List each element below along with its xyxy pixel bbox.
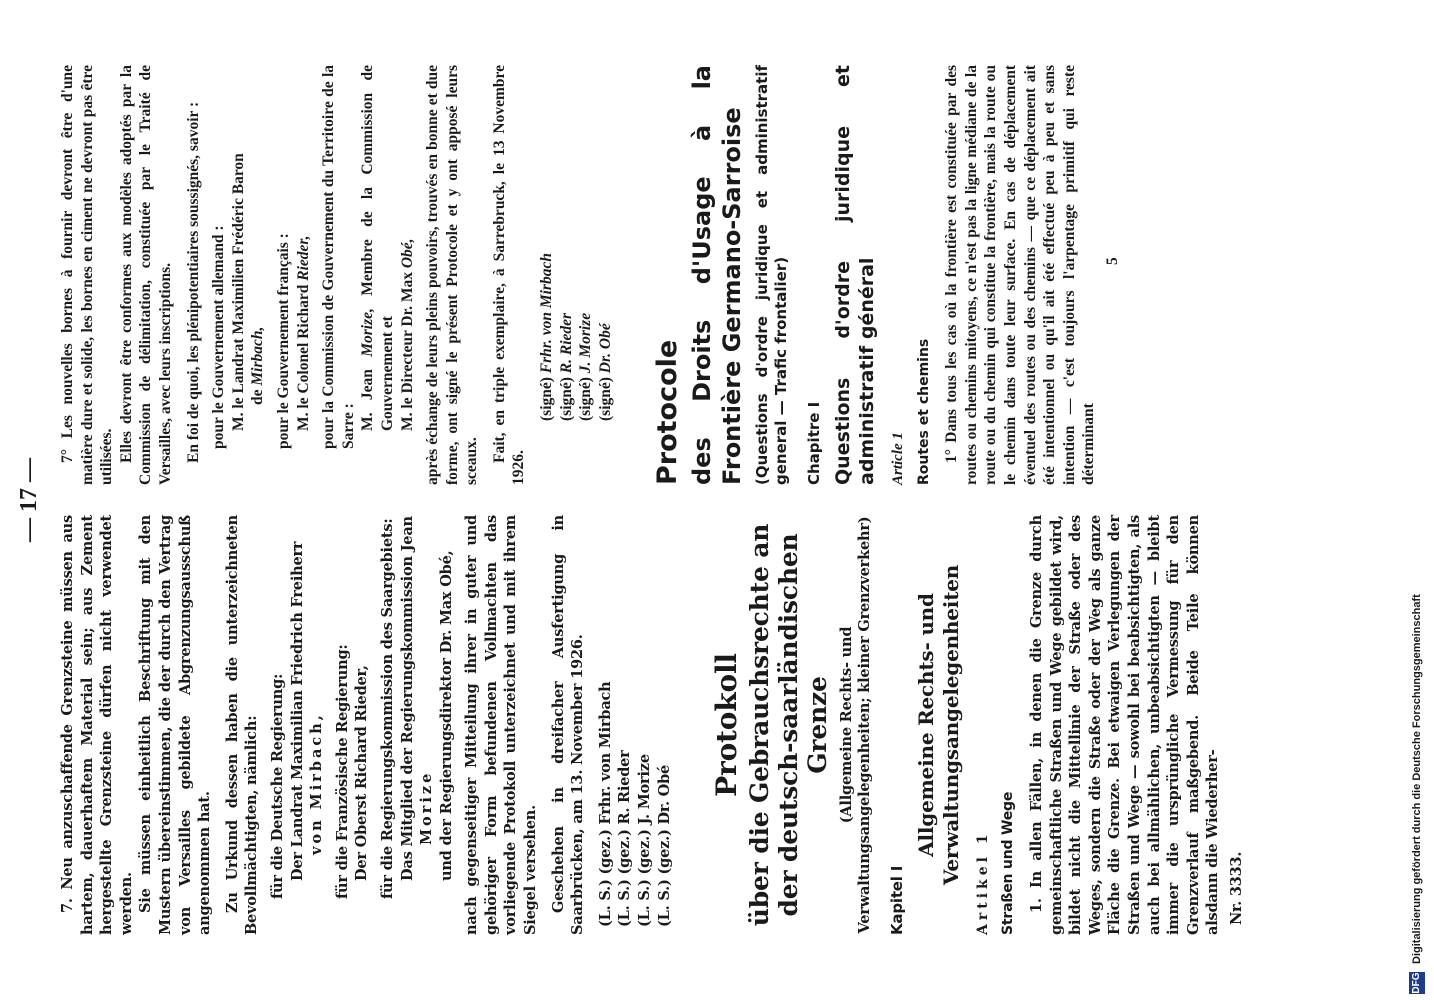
de-signature-block — [596, 515, 674, 935]
fr-for-commission: pour la Commission de Gouvernement du Territoire de la Sarre : — [320, 65, 357, 449]
fr-signature-line: (signé) Dr. Obé — [596, 323, 614, 421]
fr-en-foi: En foi de quoi, les plénipotentiaires soussignés, savoir : — [184, 101, 202, 463]
de-urkund: Zu Urkund dessen haben die unterzeichneten Bevollmächtigten, nämlich: — [223, 515, 261, 935]
de-commission-rep-1: Das Mitglied der Regierungskommission Jean — [398, 516, 416, 881]
fr-signature-line: (signé) Frhr. von Mirbach — [538, 253, 556, 421]
fr-apres-echange: après échange de leurs pleins pouvoirs, trouvés en bonne et due forme, ont signé le présent Protocole et y ont apposé leurs sceaux. — [424, 65, 481, 485]
fr-fait: Fait, en triple exemplaire, à Sarrebruck, le 13 Novembre 1926. — [490, 65, 528, 485]
fr-paragraph-7b: Elles devront être conformes aux modèles adoptés par la Commission de délimitation, constituée par le Traité de Versailles, avec leurs inscriptions. — [117, 65, 174, 485]
de-protocol-subtitle: über die Gebrauchsrechte an der deutsch-saarländischen Grenze — [745, 523, 833, 927]
fr-signature-mark: 5 — [1103, 257, 1121, 265]
page-number: — 17 — — [16, 458, 42, 542]
fr-protocol-subtitle: des Droits d'Usage à la Frontière Germano-Sarroise — [688, 65, 747, 485]
fr-signature-block — [537, 65, 615, 485]
fr-commission-rep-1: M. Jean Morize, Membre de la Commission de Gouvernement et — [359, 65, 396, 431]
fr-commission-rep-2: M. le Directeur Dr. Max Obé, — [398, 238, 416, 431]
de-nach-mitteilung: nach gegenseitiger Mitteilung ihrer in guter und gehöriger Form befundenen Vollmachten das vorliegende Protokoll unterzeichnet und mit ihrem Siegel versehen. — [463, 515, 540, 935]
fr-chapitre-title: Questions d'ordre juridique et administratif général — [832, 65, 879, 485]
footer-text: Digitalisierung gefördert durch die Deutsche Forschungsgemeinschaft — [1411, 594, 1423, 964]
de-kapitel-title: Allgemeine Rechts- und Verwaltungsangelegenheiten — [913, 564, 963, 886]
fr-german-rep-2: de Mirbach, — [249, 326, 267, 405]
de-signature-line: (L. S.) (gez.) Frhr. von Mirbach — [596, 681, 614, 927]
de-paragraph-7b: Sie müssen einheitlich Beschriftung mit den Mustern übereinstimmen, die der durch den Vertrag von Versailles gebildete Abgrenzungsausschuß angenommen hat. — [137, 515, 214, 935]
fr-for-german-gov: pour le Gouvernement allemand : — [210, 225, 228, 449]
de-for-french-gov: für die Französische Regierung: — [333, 644, 351, 899]
de-signature-line: (L. S.) (gez.) Dr. Obé — [655, 764, 673, 927]
fr-paragraph-7: 7° Les nouvelles bornes à fournir devront être d'une matière dure et solide, les bornes en ciment ne devront pas être utilisées. — [59, 65, 116, 485]
german-column — [58, 515, 1247, 935]
de-kapitel: Kapitel I — [888, 865, 907, 935]
fr-article-title: Routes et chemins — [915, 338, 932, 485]
de-paragraph-7: 7. Neu anzuschaffende Grenzsteine müssen aus hartem, dauerhaftem Material sein; aus Zement hergestellte Grenzsteine dürfen nicht verwendet werden. — [59, 515, 135, 935]
de-protocol-title: Protokoll — [710, 653, 744, 797]
de-signature-line: (L. S.) (gez.) J. Morize — [636, 754, 654, 927]
de-artikel-title: Straßen und Wege — [1000, 791, 1017, 935]
de-protocol-scope: (Allgemeine Rechts- und Verwaltungsangelegenheiten; kleiner Grenzverkehr) — [838, 516, 874, 934]
fr-protocol-scope: (Questions d'ordre juridique et administratif general — Trafic frontalier) — [753, 65, 791, 485]
fr-for-french-gov: pour le Gouvernement français : — [274, 233, 292, 449]
digitization-footer — [1402, 0, 1432, 1000]
fr-german-rep-1: M. le Landrat Maximilien Frédéric Baron — [229, 153, 247, 431]
fr-body-text: 1° Dans tous les cas où la frontière est constituée par des routes ou chemins mitoyens, ce n'est pas la ligne médiane de la route ou du chemin qui constitue la frontière, mais la route ou le chemin dans toute leur surface. En cas de déplacement éventuel des routes ou des chemins — que ce déplacement ait été intentionnel ou qu'il ait été effectué peu à peu et sans intention — c'est toujours l'arpentage primitif qui reste déterminant — [943, 65, 1098, 485]
de-german-rep-1: Der Landrat Maximilian Friedrich Freiherr — [288, 541, 306, 881]
de-commission-rep-3: und der Regierungsdirektor Dr. Max Obé, — [437, 550, 455, 881]
de-geschehen: Geschehen in dreifacher Ausfertigung in Saarbrücken, am 13. November 1926. — [549, 515, 587, 935]
de-commission-rep-2: Morize — [418, 770, 436, 845]
de-for-commission: für die Regierungskommission des Saargebiets: — [378, 518, 396, 899]
french-column — [58, 65, 1123, 485]
de-artikel: Artikel 1 — [974, 830, 991, 935]
fr-french-rep: M. le Colonel Richard Rieder, — [294, 235, 312, 431]
dfg-logo: DFG — [1409, 972, 1425, 994]
de-signature-mark: Nr. 3333. — [1227, 851, 1245, 925]
de-body-text: 1. In allen Fällen, in denen die Grenze durch gemeinschaftliche Straßen und Wege gebildet wird, bildet nicht die Mittellinie der Straße oder des Weges, sondern die Straße oder der Weg als ganze Fläche die Grenze. Bei etwaigen Verlegungen der Straßen und Wege — sowohl bei beabsichtigten, als auch bei allmählichen, unbeabsichtigten — bleibt immer die ursprüngliche Vermessung für den Grenzverlauf maßgebend. Beide Teile können alsdann die Wiederher- — [1028, 515, 1222, 935]
fr-chapitre: Chapitre I — [805, 401, 824, 485]
fr-signature-line: (signé) J. Morize — [577, 312, 595, 421]
fr-protocol-title: Protocole — [652, 339, 684, 485]
de-signature-line: (L. S.) (gez.) R. Rieder — [616, 750, 634, 927]
fr-article: Article 1 — [890, 432, 907, 485]
de-french-rep: Der Oberst Richard Rieder, — [353, 665, 371, 881]
de-for-german-gov: für die Deutsche Regierung: — [268, 673, 286, 899]
de-german-rep-2: von Mirbach, — [308, 712, 326, 855]
fr-signature-line: (signé) R. Rieder — [557, 312, 575, 421]
